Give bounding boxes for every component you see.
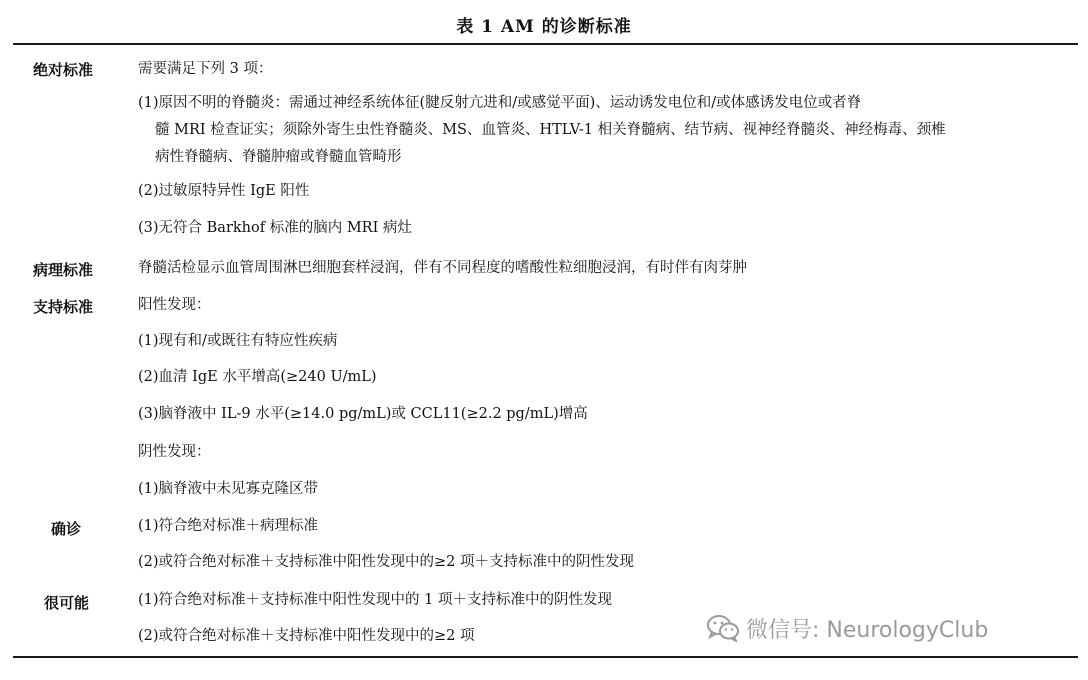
support-line-0: 阳性发现： xyxy=(138,297,211,313)
category-pathology: 病理标准 xyxy=(33,261,94,279)
support-line-1: (1)现有和/或既往有特应性疾病 xyxy=(138,333,338,349)
definite-line-0: (1)符合绝对标准＋病理标准 xyxy=(138,518,319,534)
absolute-line-0: 需要满足下列 3 项： xyxy=(138,61,273,77)
definite-line-1: (2)或符合绝对标准＋支持标准中阳性发现中的≥2 项＋支持标准中的阴性发现 xyxy=(138,554,635,570)
table-title: 表 1 AM 的诊断标准 xyxy=(456,17,632,37)
top-rule xyxy=(13,43,1078,45)
category-absolute: 绝对标准 xyxy=(33,61,94,79)
support-line-3: (3)脑脊液中 IL-9 水平(≥14.0 pg/mL)或 CCL11(≥2.2 pg/mL)增高 xyxy=(138,406,588,422)
absolute-line-1: (1)原因不明的脊髓炎：需通过神经系统体征(腱反射亢进和/或感觉平面)、运动诱发电位和/或体感诱发电位或者脊 xyxy=(138,95,862,111)
support-line-5: (1)脑脊液中未见寡克隆区带 xyxy=(138,481,319,497)
wechat-icon xyxy=(706,614,740,642)
support-line-4: 阴性发现： xyxy=(138,444,211,460)
probable-line-1: (2)或符合绝对标准＋支持标准中阳性发现中的≥2 项 xyxy=(138,628,475,644)
support-line-2: (2)血清 IgE 水平增高(≥240 U/mL) xyxy=(138,369,377,385)
pathology-line-0: 脊髓活检显示血管周围淋巴细胞套样浸润，伴有不同程度的嗜酸性粒细胞浸润，有时伴有肉芽肿 xyxy=(138,260,747,276)
probable-line-0: (1)符合绝对标准＋支持标准中阳性发现中的 1 项＋支持标准中的阴性发现 xyxy=(138,592,612,608)
category-definite: 确诊 xyxy=(51,520,82,538)
watermark xyxy=(706,613,1076,643)
category-support: 支持标准 xyxy=(33,298,94,316)
absolute-line-5: (3)无符合 Barkhof 标准的脑内 MRI 病灶 xyxy=(138,220,412,236)
absolute-line-2: 髓 MRI 检查证实；须除外寄生虫性脊髓炎、MS、血管炎、HTLV-1 相关脊髓病、结节病、视神经脊髓炎、神经梅毒、颈椎 xyxy=(155,122,946,138)
watermark-text: 微信号: NeurologyClub xyxy=(746,617,989,643)
absolute-line-3: 病性脊髓病、脊髓肿瘤或脊髓血管畸形 xyxy=(155,149,402,165)
bottom-rule xyxy=(13,656,1078,658)
absolute-line-4: (2)过敏原特异性 IgE 阳性 xyxy=(138,183,310,199)
category-probable: 很可能 xyxy=(44,594,90,612)
